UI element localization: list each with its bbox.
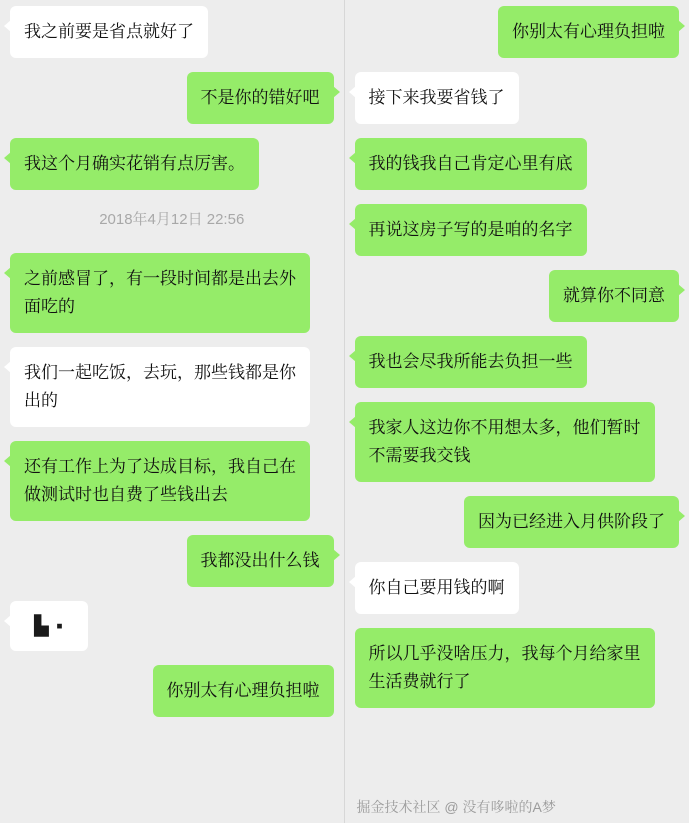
message-bubble[interactable]: 不是你的错好吧	[187, 72, 334, 124]
message-row	[355, 6, 680, 58]
message-row	[355, 562, 680, 614]
message-row	[355, 270, 680, 322]
message-row	[10, 253, 334, 333]
message-bubble[interactable]: 我家人这边你不用想太多，他们暂时不需要我交钱	[355, 402, 655, 482]
message-row	[10, 6, 334, 58]
message-row	[10, 535, 334, 587]
message-bubble[interactable]: 我之前要是省点就好了	[10, 6, 208, 58]
message-bubble[interactable]: 我们一起吃饭，去玩，那些钱都是你出的	[10, 347, 310, 427]
message-bubble[interactable]: 你别太有心理负担啦	[153, 665, 334, 717]
message-bubble[interactable]: 我都没出什么钱	[187, 535, 334, 587]
message-bubble[interactable]: 因为已经进入月供阶段了	[464, 496, 679, 548]
message-bubble[interactable]: 所以几乎没啥压力，我每个月给家里生活费就行了	[355, 628, 655, 708]
message-bubble[interactable]: 我这个月确实花销有点厉害。	[10, 138, 259, 190]
message-row	[10, 204, 334, 239]
message-bubble[interactable]: 接下来我要省钱了	[355, 72, 519, 124]
message-row	[355, 204, 680, 256]
message-row	[10, 138, 334, 190]
sticker-icon: ▙ ▪	[34, 615, 64, 637]
watermark-text: 掘金技术社区 @ 没有哆啦的A梦	[356, 799, 556, 815]
message-row	[355, 496, 680, 548]
message-row	[10, 441, 334, 521]
message-row	[355, 138, 680, 190]
message-row	[10, 665, 334, 717]
message-row	[10, 72, 334, 124]
message-row	[10, 347, 334, 427]
message-row	[355, 72, 680, 124]
message-bubble[interactable]: 你别太有心理负担啦	[498, 6, 679, 58]
message-bubble[interactable]: 再说这房子写的是咱的名字	[355, 204, 587, 256]
chat-timestamp: 2018年4月12日 22:56	[99, 211, 245, 228]
chat-column-right	[345, 0, 689, 823]
message-row	[10, 601, 334, 651]
message-bubble[interactable]: 之前感冒了，有一段时间都是出去外面吃的	[10, 253, 310, 333]
message-bubble[interactable]: 我也会尽我所能去负担一些	[355, 336, 587, 388]
message-row	[355, 336, 680, 388]
sticker-bubble[interactable]	[10, 601, 88, 651]
message-bubble[interactable]: 就算你不同意	[549, 270, 679, 322]
message-row	[355, 628, 680, 708]
message-bubble[interactable]: 还有工作上为了达成目标，我自己在做测试时也自费了些钱出去	[10, 441, 310, 521]
message-bubble[interactable]: 你自己要用钱的啊	[355, 562, 519, 614]
message-row	[355, 402, 680, 482]
message-bubble[interactable]: 我的钱我自己肯定心里有底	[355, 138, 587, 190]
